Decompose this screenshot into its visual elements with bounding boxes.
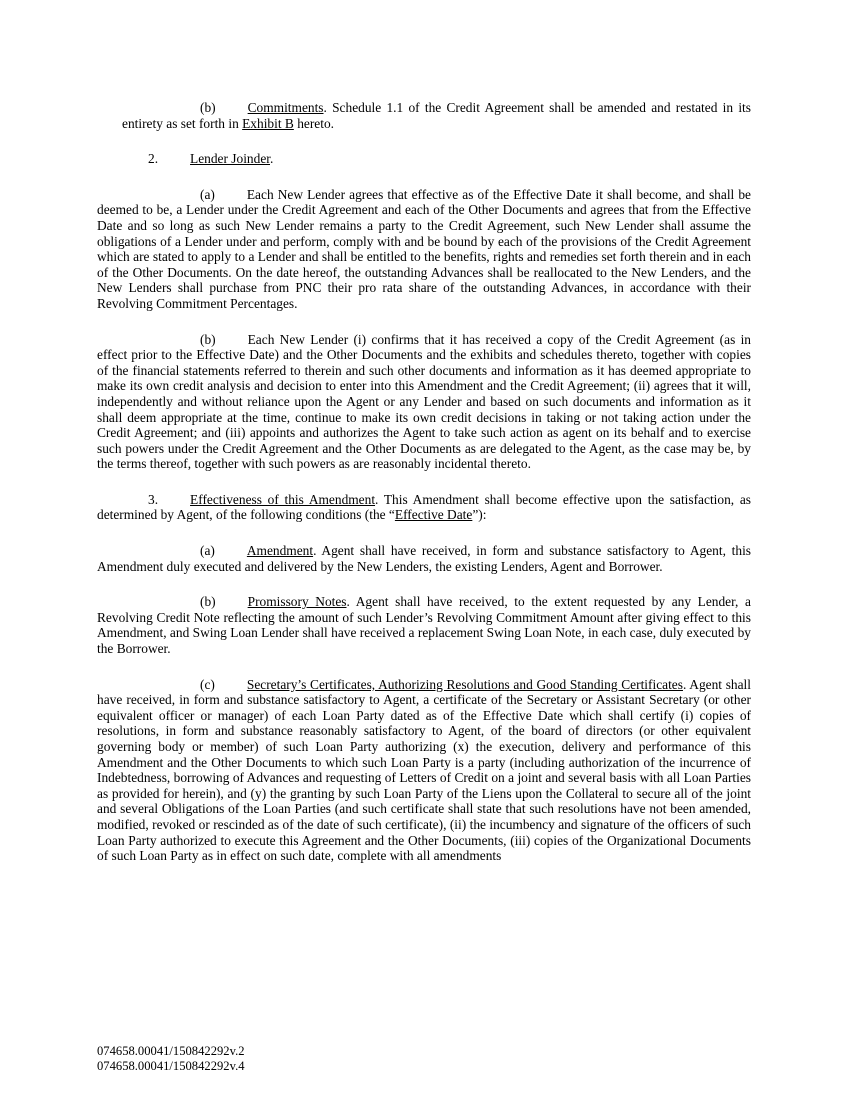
text-run: (b) — [200, 100, 216, 115]
underlined-text-run: Commitments — [247, 100, 324, 115]
underlined-text-run: Promissory Notes — [247, 594, 347, 610]
text-run: 2. — [148, 151, 159, 167]
underlined-text-run: Amendment — [246, 543, 314, 559]
text-run: Each New Lender agrees that effective as of the Effective Date it shall become, and shall be deemed to be, a Lender under the Credit Agreement and each of the Other Documents and agrees that from the Effective Date and so long as such New Lender remains a party to the Credit Agreement, such New Lender shall assume the obligations of a Lender under and perform, comply with and be bound by each of the provisions of the Credit Agreement which are stated to apply to a Lender and shall be entitled to the benefits, rights and remedies set forth therein and in each of the Other Documents. On the date hereof, the outstanding Advances shall be reallocated to the New Lenders, and the New Lenders shall purchase from PNC their pro rata share of the outstanding Advances, in accordance with their Revolving Commitment Percentages. — [97, 186, 751, 311]
paragraph — [97, 332, 751, 472]
text-run: 3. — [148, 491, 159, 507]
underlined-text-run: Effective Date — [394, 507, 473, 523]
text-run: hereto. — [293, 115, 334, 131]
document-body — [97, 100, 751, 884]
paragraph — [97, 543, 751, 574]
text-run: . Agent shall have received, in form and substance satisfactory to Agent, a certificate of the Secretary or Assistant Secretary (or other equivalent officer or manager) of each Loan Party dated as of the Effective Date which shall certify (i) copies of resolutions, in form and substance reasonably satisfactory to Agent, of the board of directors (or other equivalent governing body or member) of such Loan Party authorizing (x) the execution, delivery and performance of this Amendment and the Other Documents to which such Loan Party is a party (including authorization of the incurrence of Indebtedness, borrowing of Advances and requesting of Letters of Credit on a joint and several basis with all Loan Parties as provided for herein), and (y) the granting by such Loan Party of the Liens upon the Collateral to secure all of the joint and several Obligations of the Loan Parties (and such certificate shall state that such resolutions have not been amended, modified, revoked or rescinded as of the date of such certificate), (ii) the incumbency and signature of the officers of such Loan Party authorized to execute this Agreement and the Other Documents, (iii) copies of the Organizational Documents of such Loan Party as in effect on such date, complete with all amendments — [97, 676, 751, 864]
underlined-text-run: Effectiveness of this Amendment — [190, 491, 376, 507]
text-run: . — [270, 151, 274, 167]
text-run: (a) — [200, 543, 215, 559]
text-run: . Schedule 1.1 of the Credit Agreement shall be amended and restated in its entirety as set forth in — [122, 100, 751, 131]
footer-line-1: 074658.00041/150842292v.2 — [97, 1044, 245, 1058]
paragraph — [97, 492, 751, 523]
underlined-text-run: Lender Joinder — [190, 151, 270, 167]
paragraph — [97, 151, 751, 167]
paragraph — [97, 594, 751, 656]
paragraph — [122, 100, 751, 131]
text-run: . This Amendment shall become effective upon the satisfaction, as determined by Agent, of the following conditions (the “ — [97, 491, 751, 523]
document-footer — [97, 1044, 245, 1074]
text-run: (a) — [200, 186, 215, 202]
text-run: . Agent shall have received, in form and substance satisfactory to Agent, this Amendment duly executed and delivered by the New Lenders, the existing Lenders, Agent and Borrower. — [97, 543, 751, 574]
text-run: ”): — [472, 507, 487, 523]
text-run: . Agent shall have received, to the extent requested by any Lender, a Revolving Credit Note reflecting the amount of such Lender’s Revolving Commitment Amount after giving effect to this Amendment, and Swing Loan Lender shall have received a replacement Swing Loan Note, in each case, duly executed by the Borrower. — [97, 594, 751, 657]
footer-line-2: 074658.00041/150842292v.4 — [97, 1059, 245, 1073]
text-run: (c) — [200, 676, 215, 692]
text-run: (b) — [200, 594, 216, 610]
paragraph — [97, 677, 751, 864]
underlined-text-run: Exhibit B — [242, 115, 294, 131]
text-run: (b) — [200, 331, 216, 347]
paragraph — [97, 187, 751, 312]
text-run: Each New Lender (i) confirms that it has received a copy of the Credit Agreement (as in effect prior to the Effective Date) and the Other Documents and the exhibits and schedules thereto, together with copies of the financial statements referred to therein and such other documents and information as it has deemed appropriate to make its own credit analysis and decision to enter into this Amendment and the Credit Agreement; (ii) agrees that it will, independently and without reliance upon the Agent or any Lender and based on such documents and information as it shall deem appropriate at the time, continue to make its own credit decisions in taking or not taking action under the Credit Agreement; and (iii) appoints and authorizes the Agent to take such action as agent on its behalf and to exercise such powers under the Credit Agreement and the Other Documents as are delegated to the Agent, as the case may be, by the terms thereof, together with such powers as are reasonably incidental thereto. — [97, 331, 751, 472]
underlined-text-run: Secretary’s Certificates, Authorizing Resolutions and Good Standing Certificates — [246, 676, 683, 692]
